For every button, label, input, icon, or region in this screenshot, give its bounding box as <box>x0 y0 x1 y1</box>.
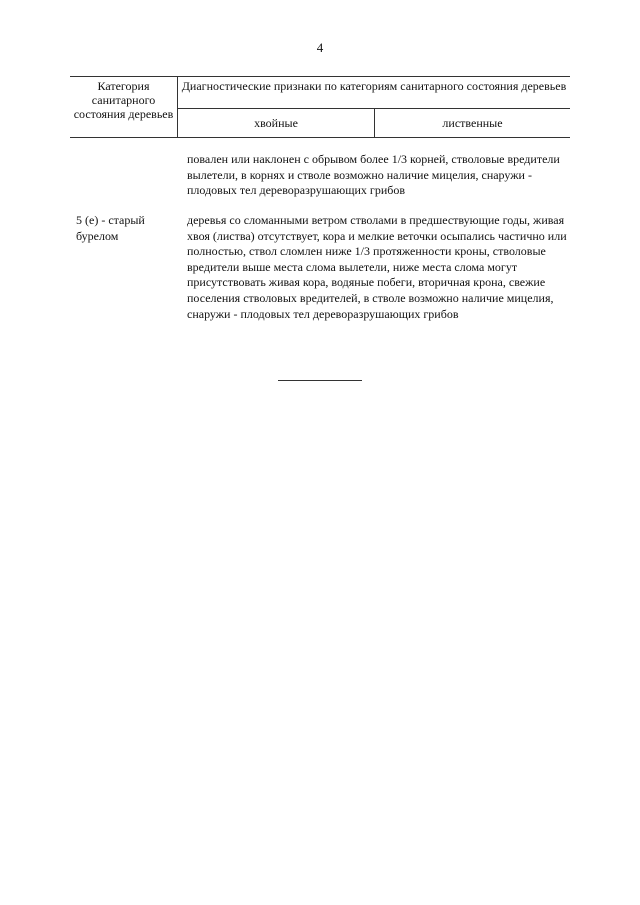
row-2-category: 5 (е) - старый бурелом <box>76 213 145 243</box>
deciduous-column-header: лиственные <box>375 109 571 138</box>
row-1-description: повален или наклонен с обрывом более 1/3 корней, стволовые вредители вылетели, в корнях и стволе возможно наличие мицелия, снаружи - плодовых тел дереворазрушающих грибов <box>187 152 560 198</box>
table-header <box>70 76 570 138</box>
page-number: 4 <box>316 40 324 55</box>
end-rule <box>278 380 362 381</box>
conifer-column-header: хвойные <box>178 109 375 138</box>
diagnostic-column-header: Диагностические признаки по категориям санитарного состояния деревьев <box>178 77 571 109</box>
category-column-header: Категория санитарного состояния деревьев <box>70 77 178 138</box>
row-2-description: деревья со сломанными ветром стволами в предшествующие годы, живая хвоя (листва) отсутствует, кора и мелкие веточки осыпались частично или полностью, ствол сломлен ниже 1/3 протяженности кроны, стволовые вредители выше места слома вылетели, ниже места слома могут присутствовать живая кора, водяные побеги, вторичная крона, свежие поселения стволовых вредителей, в стволе возможно наличие мицелия, снаружи - плодовых тел дереворазрушающих грибов <box>187 213 567 321</box>
